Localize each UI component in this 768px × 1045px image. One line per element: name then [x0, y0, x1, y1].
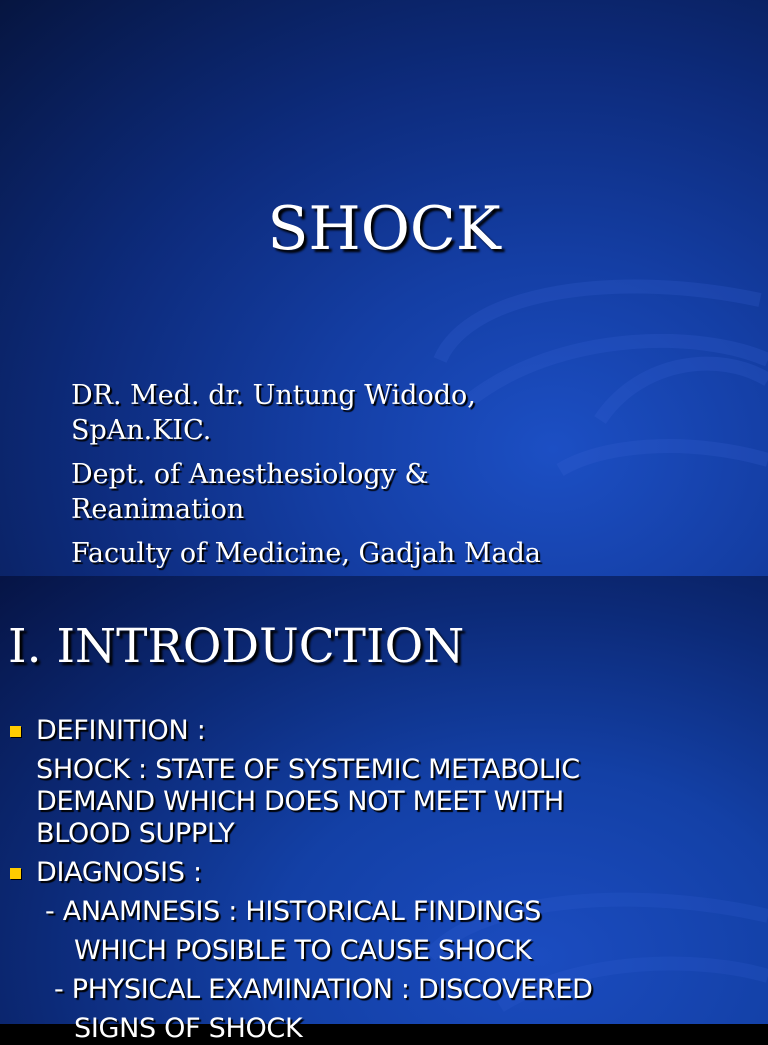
- physical-exam-line-2: SIGNS OF SHOCK: [74, 1013, 303, 1044]
- physical-exam-line-1: - PHYSICAL EXAMINATION : DISCOVERED: [54, 974, 593, 1005]
- department-line-2: Reanimation: [71, 494, 245, 525]
- diagnosis-label: DIAGNOSIS :: [36, 857, 202, 888]
- slide-title-text: SHOCK: [267, 194, 501, 264]
- square-bullet-icon: [10, 868, 21, 879]
- department-line-1: Dept. of Anesthesiology &: [71, 459, 429, 490]
- faculty-line-1: Faculty of Medicine, Gadjah Mada: [71, 538, 542, 569]
- definition-line-3: BLOOD SUPPLY: [36, 818, 235, 849]
- definition-line-1: SHOCK : STATE OF SYSTEMIC METABOLIC: [36, 754, 580, 785]
- anamnesis-line-1: - ANAMNESIS : HISTORICAL FINDINGS: [45, 896, 542, 927]
- definition-bullet: [8, 715, 758, 747]
- slide-body: [8, 715, 758, 1045]
- author-name-line-2: SpAn.KIC.: [71, 415, 212, 446]
- definition-line-2: DEMAND WHICH DOES NOT MEET WITH: [36, 786, 564, 817]
- square-bullet-icon: [10, 726, 21, 737]
- physical-exam-item: [8, 974, 758, 1045]
- definition-text: [8, 754, 758, 850]
- author-name-line-1: DR. Med. dr. Untung Widodo,: [71, 380, 476, 411]
- author-info: [71, 378, 751, 576]
- diagnosis-bullet: [8, 857, 758, 889]
- author-department: [71, 457, 751, 527]
- anamnesis-line-2: WHICH POSIBLE TO CAUSE SHOCK: [74, 935, 532, 966]
- section-title: I. INTRODUCTION: [8, 619, 465, 674]
- author-name: [71, 378, 751, 448]
- author-faculty: [71, 536, 751, 571]
- anamnesis-item: [8, 896, 758, 967]
- definition-label: DEFINITION :: [36, 715, 206, 746]
